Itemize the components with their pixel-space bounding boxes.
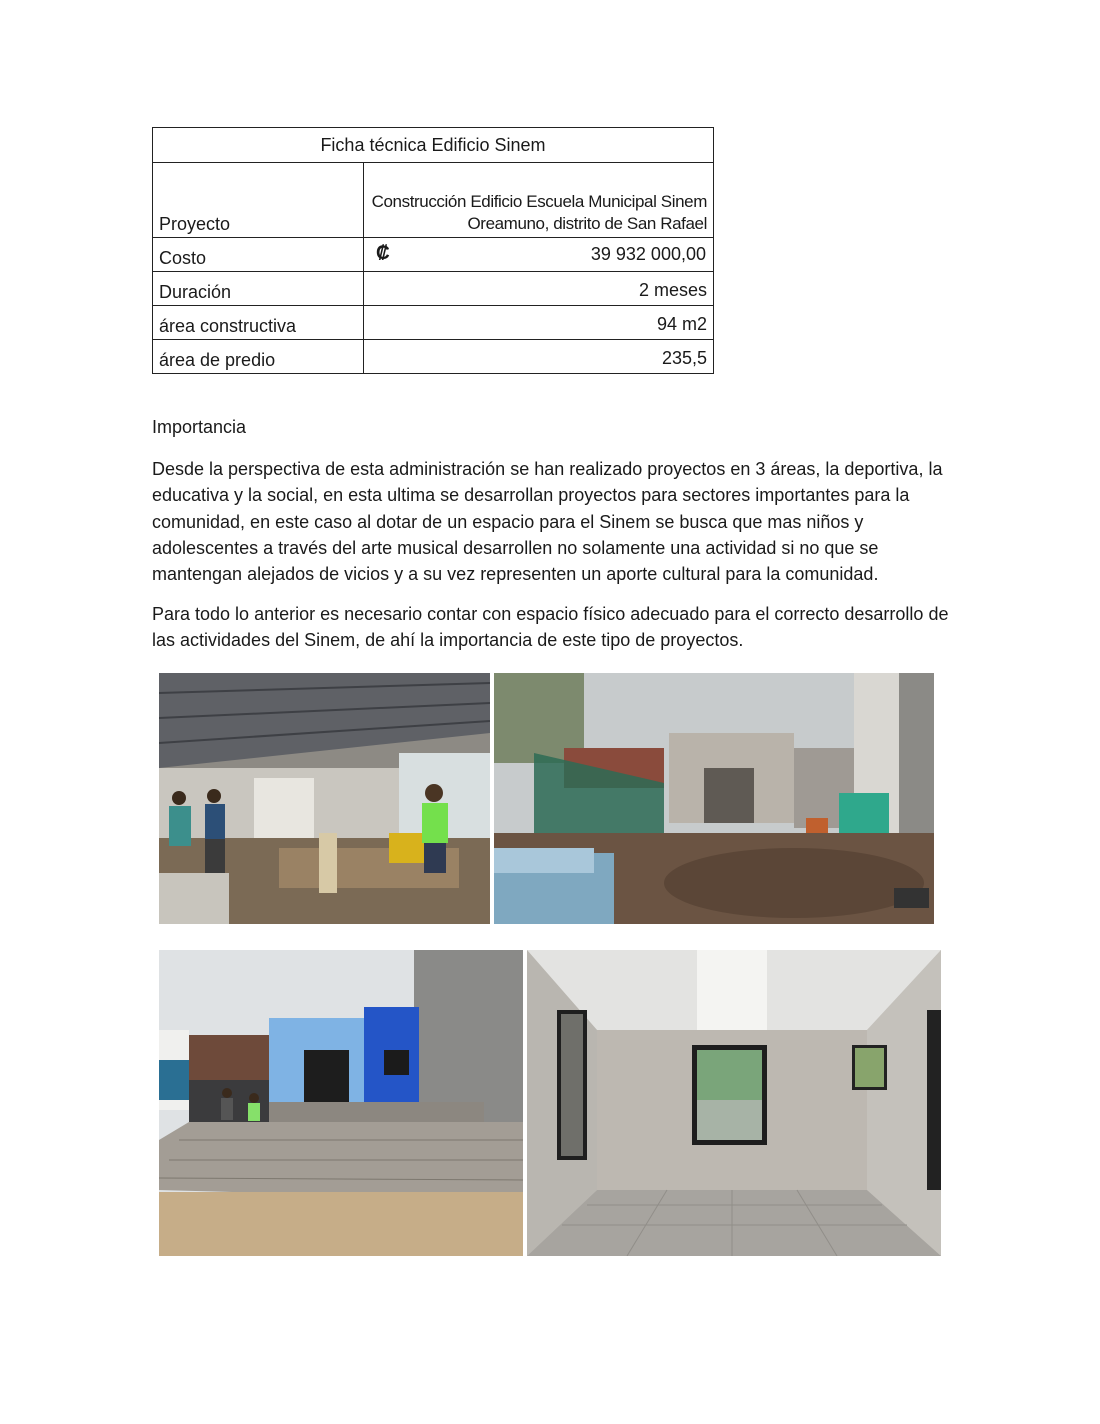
spec-value-cost <box>364 238 714 272</box>
photo-finished-exterior <box>159 950 523 1256</box>
spec-table-title: Ficha técnica Edificio Sinem <box>153 128 714 163</box>
photo-construction-site <box>494 673 934 924</box>
spec-table <box>152 127 714 374</box>
spec-value-lot-area: 235,5 <box>364 340 714 374</box>
spec-table-header-row <box>153 128 714 163</box>
spec-label-duration: Duración <box>153 272 364 306</box>
spec-value-project <box>364 163 714 238</box>
spec-row-duration <box>153 272 714 306</box>
importance-heading: Importancia <box>152 417 247 437</box>
spec-label-cost: Costo <box>153 238 364 272</box>
currency-symbol: ₡ <box>376 243 390 264</box>
cost-amount: 39 932 000,00 <box>590 244 706 264</box>
spec-value-project-line2: Oreamuno, distrito de San Rafael <box>467 214 707 233</box>
spec-label-lot-area: área de predio <box>153 340 364 374</box>
spec-value-project-line1: Construcción Edificio Escuela Municipal Sinem <box>371 192 707 211</box>
spec-value-duration: 2 meses <box>364 272 714 306</box>
importance-paragraph-1: Desde la perspectiva de esta administración se han realizado proyectos en 3 áreas, la deportiva, la educativa y la social, en esta ultima se desarrollan proyectos para sectores importantes para la comunidad, en este caso al dotar de un espacio para el Sinem se busca que mas niños y adolescentes a través del arte musical desarrollen no solamente una actividad si no que se mantengan alejados de vicios y a su vez representen un aporte cultural para la comunidad. <box>152 459 943 585</box>
spec-label-built-area: área constructiva <box>153 306 364 340</box>
spec-row-built-area <box>153 306 714 340</box>
spec-row-cost <box>153 238 714 272</box>
photo-construction-interior <box>159 673 490 924</box>
photo-finished-interior <box>527 950 941 1256</box>
spec-label-project: Proyecto <box>153 163 364 238</box>
spec-value-built-area: 94 m2 <box>364 306 714 340</box>
importance-paragraph-2: Para todo lo anterior es necesario contar con espacio físico adecuado para el correcto desarrollo de las actividades del Sinem, de ahí la importancia de este tipo de proyectos. <box>152 604 949 651</box>
spec-row-lot-area <box>153 340 714 374</box>
spec-row-project <box>153 163 714 238</box>
